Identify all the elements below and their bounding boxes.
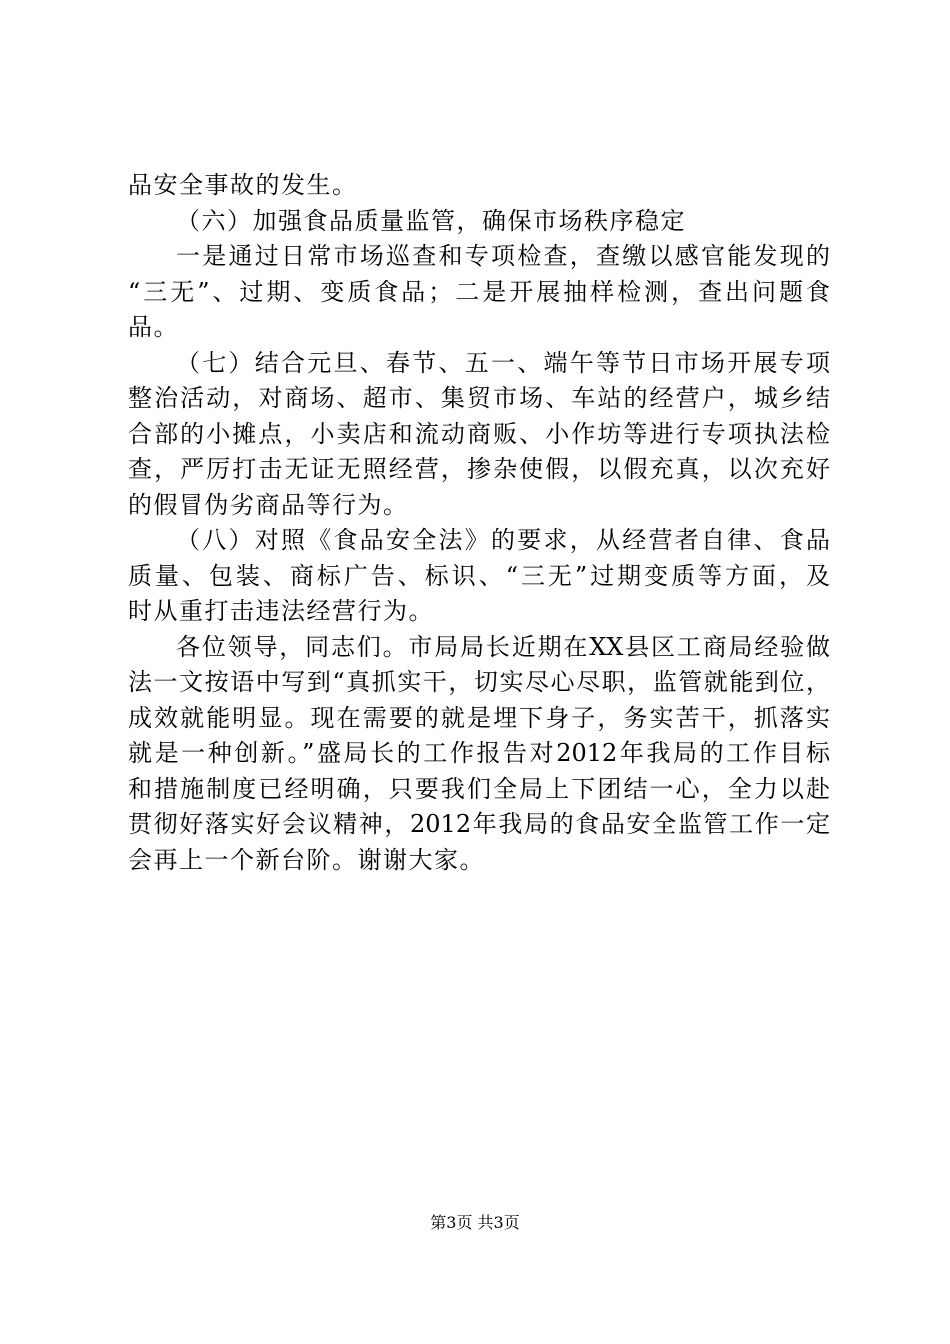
document-body [128, 168, 830, 878]
paragraph-line: 的假冒伪劣商品等行为。 [128, 490, 409, 519]
paragraph-line: 整治活动，对商场、超市、集贸市场、车站的经营户，城乡结 [128, 384, 830, 412]
paragraph-line: 品安全事故的发生。 [128, 171, 358, 199]
page-number-label: 第3页 共3页 [430, 1213, 520, 1232]
paragraph-line: “三无”、过期、变质食品；二是开展抽样检测，查出问题食 [128, 277, 830, 306]
paragraph-line: 一是通过日常市场巡查和专项检查，查缴以感官能发现的 [176, 242, 830, 270]
paragraph-line: 贯彻好落实好会议精神，2012年我局的食品安全监管工作一定 [128, 810, 830, 838]
paragraph-line: 时从重打击违法经营行为。 [128, 597, 434, 625]
paragraph-line: 和措施制度已经明确，只要我们全局上下团结一心，全力以赴 [128, 774, 830, 803]
paragraph-line: 品。 [128, 313, 179, 341]
paragraph-line: 就是一种创新。”盛局长的工作报告对2012年我局的工作目标 [128, 739, 830, 767]
paragraph-line: 各位领导，同志们。市局局长近期在XX县区工商局经验做 [176, 632, 830, 661]
paragraph-line: 成效就能明显。现在需要的就是埋下身子，务实苦干，抓落实 [128, 703, 830, 732]
section-heading-6: （六）加强食品质量监管，确保市场秩序稳定 [176, 206, 686, 235]
page-footer [0, 1213, 950, 1233]
paragraph-line: 会再上一个新台阶。谢谢大家。 [128, 845, 485, 874]
paragraph-line: 法一文按语中写到“真抓实干，切实尽心尽职，监管就能到位， [128, 668, 830, 696]
paragraph-line: 质量、包装、商标广告、标识、“三无”过期变质等方面，及 [128, 561, 830, 590]
section-heading-8: （八）对照《食品安全法》的要求，从经营者自律、食品 [176, 526, 830, 554]
paragraph-line: 合部的小摊点，小卖店和流动商贩、小作坊等进行专项执法检 [128, 419, 830, 448]
section-heading-7: （七）结合元旦、春节、五一、端午等节日市场开展专项 [176, 348, 830, 377]
paragraph-line: 查，严厉打击无证无照经营，掺杂使假，以假充真，以次充好 [128, 455, 830, 483]
